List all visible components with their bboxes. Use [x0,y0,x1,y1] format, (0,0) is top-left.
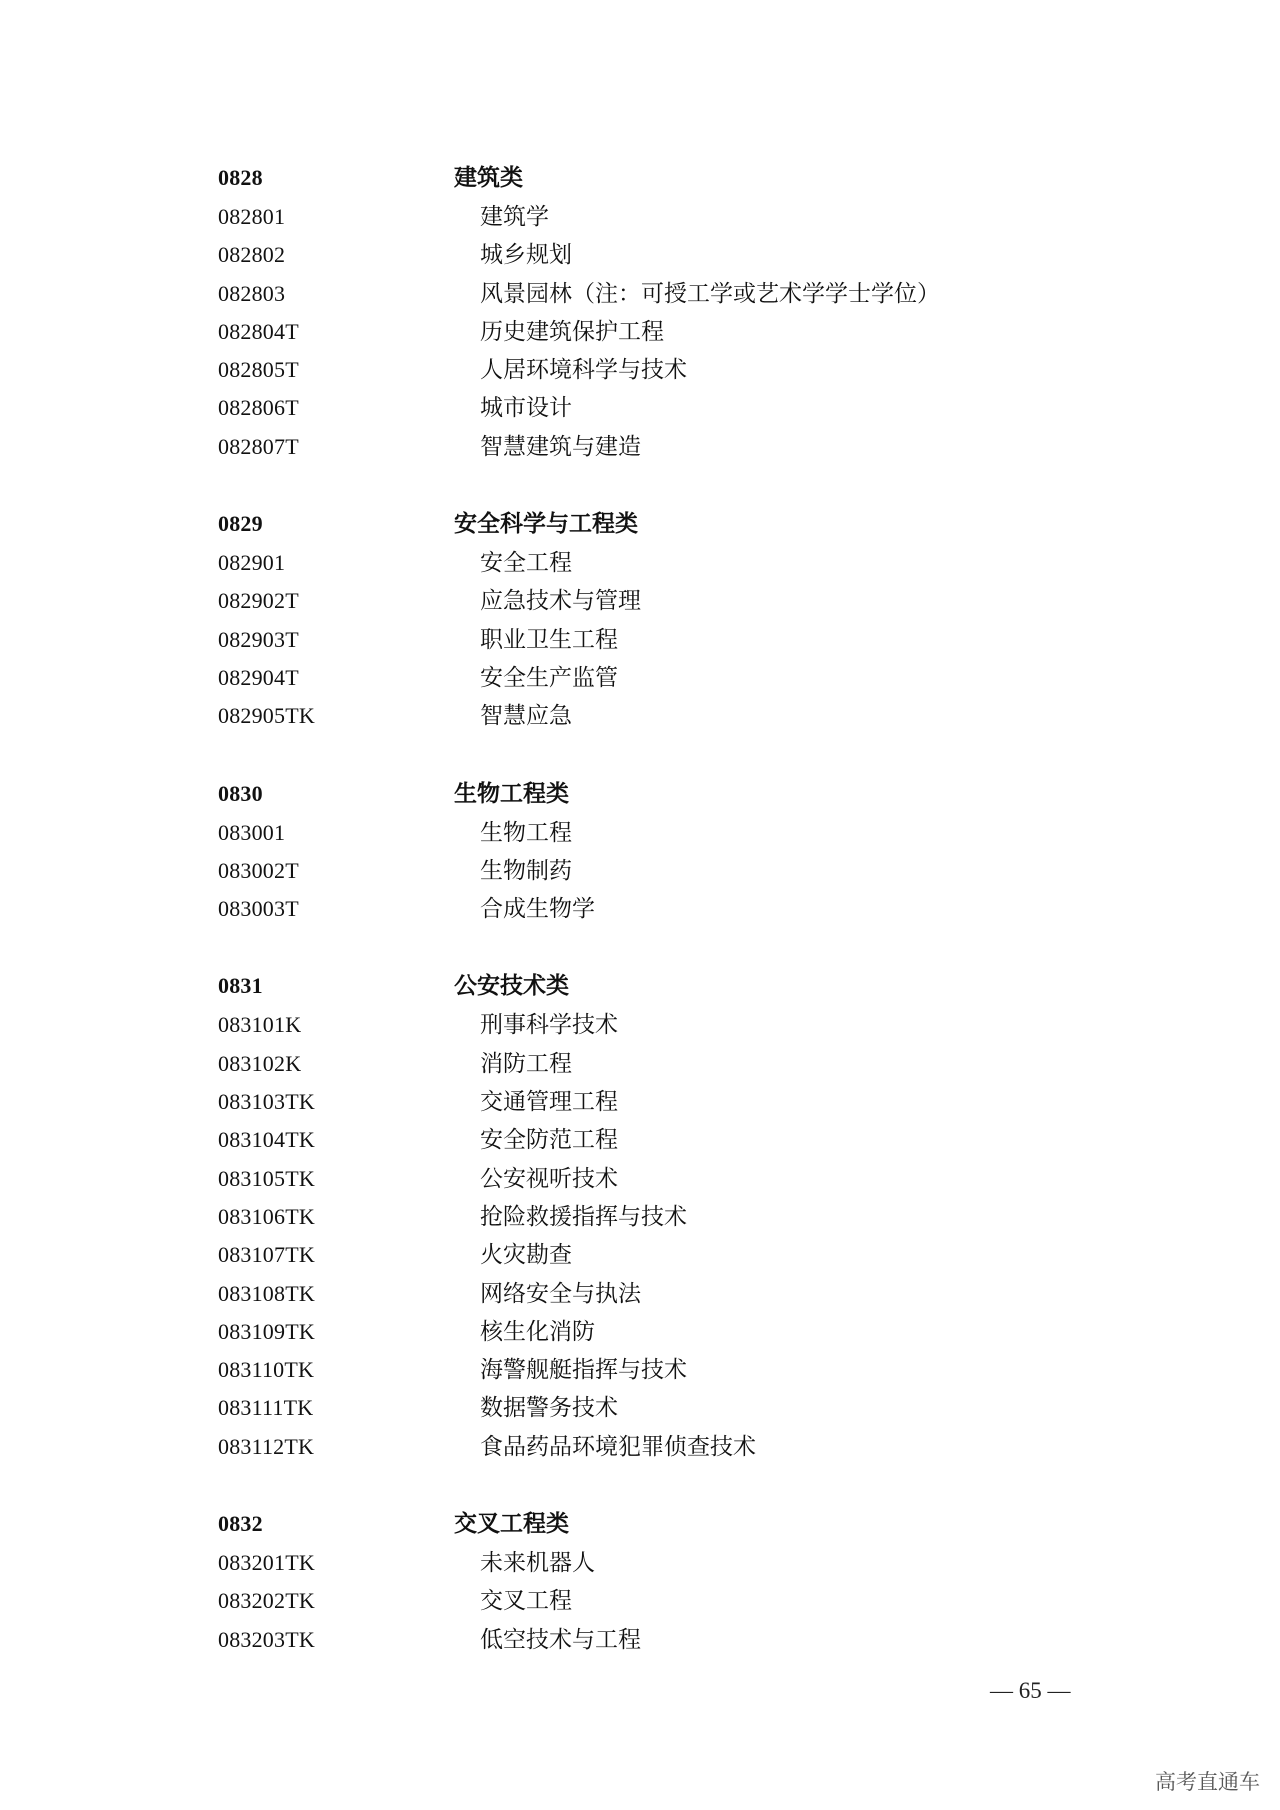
major-row [218,1121,1118,1159]
major-name: 核生化消防 [480,1318,595,1345]
major-code: 082805T [218,357,299,383]
major-code: 082903T [218,626,299,652]
major-row [218,236,1118,274]
major-name: 职业卫生工程 [480,626,618,653]
group-code: 0830 [218,780,263,806]
major-row [218,1275,1118,1313]
major-name: 抢险救援指挥与技术 [480,1203,687,1230]
major-row [218,428,1118,466]
group-header [218,966,1118,1006]
major-row [218,275,1118,313]
major-code: 082804T [218,318,299,344]
major-code: 083201TK [218,1550,315,1576]
discipline-group [218,774,1118,929]
major-code: 083110TK [218,1357,315,1383]
major-row [218,1045,1118,1083]
major-code: 082904T [218,664,299,690]
group-items [218,544,1118,735]
group-title: 安全科学与工程类 [454,510,638,538]
major-name: 数据警务技术 [480,1395,618,1422]
major-code: 083001 [218,819,286,845]
major-name: 智慧应急 [480,703,572,730]
major-row [218,1582,1118,1620]
watermark-text: 高考直通车 [1155,1770,1260,1794]
group-header [218,158,1118,198]
major-row [218,1313,1118,1351]
major-name: 城乡规划 [480,242,572,269]
major-row [218,1428,1118,1466]
major-code: 083112TK [218,1433,315,1459]
major-code: 083203TK [218,1626,315,1652]
major-row [218,582,1118,620]
major-name: 交叉工程 [480,1588,572,1615]
major-name: 安全防范工程 [480,1127,618,1154]
group-items [218,1006,1118,1466]
group-header [218,1504,1118,1544]
major-row [218,1236,1118,1274]
major-name: 公安视听技术 [480,1165,618,1192]
major-row [218,544,1118,582]
major-code: 083109TK [218,1318,315,1344]
major-name: 历史建筑保护工程 [480,318,664,345]
discipline-group [218,1504,1118,1659]
major-row [218,1083,1118,1121]
group-code: 0831 [218,973,263,999]
group-title: 交叉工程类 [454,1510,569,1538]
major-row [218,313,1118,351]
major-code: 083103TK [218,1089,315,1115]
major-name: 低空技术与工程 [480,1626,641,1653]
major-name: 智慧建筑与建造 [480,433,641,460]
major-name: 应急技术与管理 [480,588,641,615]
major-name: 消防工程 [480,1050,572,1077]
major-name: 安全工程 [480,550,572,577]
major-row [218,697,1118,735]
discipline-group [218,158,1118,466]
major-name: 人居环境科学与技术 [480,357,687,384]
major-row [218,1198,1118,1236]
major-name: 火灾勘查 [480,1242,572,1269]
major-name: 刑事科学技术 [480,1012,618,1039]
major-row [218,1621,1118,1659]
major-name: 海警舰艇指挥与技术 [480,1357,687,1384]
major-row [218,1351,1118,1389]
major-row [218,1389,1118,1427]
major-code: 082807T [218,433,299,459]
major-row [218,890,1118,928]
major-code: 083107TK [218,1242,315,1268]
major-code: 083102K [218,1050,302,1076]
discipline-group [218,504,1118,735]
major-name: 城市设计 [480,395,572,422]
major-code: 083101K [218,1012,302,1038]
group-items [218,1544,1118,1659]
major-name: 网络安全与执法 [480,1280,641,1307]
major-code: 083104TK [218,1127,315,1153]
major-code: 082901 [218,550,286,576]
major-name: 合成生物学 [480,896,595,923]
group-header [218,774,1118,814]
group-code: 0832 [218,1511,263,1537]
group-title: 建筑类 [454,164,523,191]
major-row [218,1160,1118,1198]
group-code: 0828 [218,165,263,190]
major-name: 未来机器人 [480,1550,595,1577]
major-name: 建筑学 [480,204,549,230]
major-name: 安全生产监管 [480,664,618,691]
major-code: 082802 [218,242,286,268]
major-code: 082806T [218,395,299,421]
major-row [218,814,1118,852]
major-row [218,621,1118,659]
major-code: 083003T [218,896,299,922]
major-name: 交通管理工程 [480,1089,618,1116]
major-row [218,351,1118,389]
page-number: — 65 — [990,1678,1071,1703]
discipline-group [218,966,1118,1466]
major-code: 083105TK [218,1165,315,1191]
major-row [218,1544,1118,1582]
major-code: 083002T [218,857,299,883]
major-code: 082803 [218,280,286,306]
group-header [218,504,1118,544]
major-row [218,659,1118,697]
group-items [218,198,1118,466]
major-row [218,852,1118,890]
group-items [218,814,1118,929]
major-code: 083111TK [218,1395,314,1421]
group-title: 生物工程类 [454,779,569,807]
group-code: 0829 [218,511,263,537]
major-name: 生物制药 [480,857,572,884]
major-code: 083106TK [218,1203,315,1229]
major-code: 083202TK [218,1588,315,1614]
major-name: 风景园林（注：可授工学或艺术学学士学位） [480,280,940,307]
major-catalog-list [218,158,1118,1697]
major-code: 082902T [218,588,299,614]
major-name: 食品药品环境犯罪侦查技术 [480,1433,756,1460]
major-row [218,1006,1118,1044]
major-code: 082905TK [218,703,315,729]
major-row [218,198,1118,236]
major-name: 生物工程 [480,819,572,846]
major-code: 082801 [218,204,286,229]
major-row [218,389,1118,427]
major-code: 083108TK [218,1280,315,1306]
group-title: 公安技术类 [454,972,569,1000]
